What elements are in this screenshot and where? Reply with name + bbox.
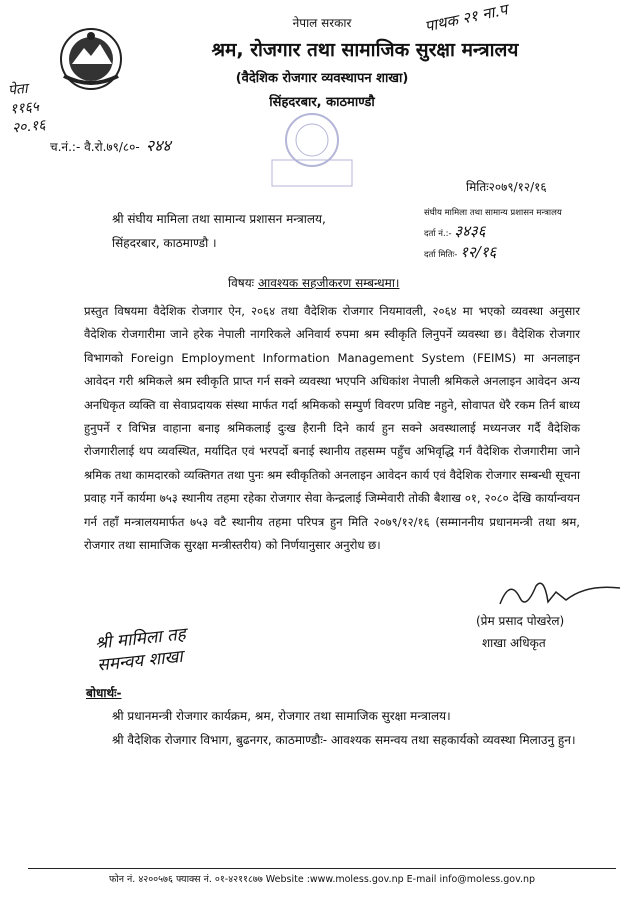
darta-date: १२/१६	[460, 243, 497, 261]
ministry-seal-icon	[262, 100, 362, 190]
recipient-line1: श्री संघीय मामिला तथा सामान्य प्रशासन मन्त्रालय,	[112, 212, 326, 226]
footer-divider	[28, 868, 616, 869]
branch-name: (वैदेशिक रोजगार व्यवस्थापन शाखा)	[235, 71, 409, 86]
footer-contact: फोन नं. ४२००५७६ फ्याक्स नं. ०१-४२११८७७ Website :www.moless.gov.np E-mail info@moless.gov.np	[108, 874, 536, 885]
recipient-line2: सिंहदरबार, काठमाण्डौ ।	[112, 236, 217, 250]
signer-name: (प्रेम प्रसाद पोखरेल)	[476, 614, 565, 628]
cc-recipient-2: श्री वैदेशिक रोजगार विभाग, बुढनगर, काठमाण्डौः- आवश्यक समन्वय तथा सहकार्यको व्यवस्था मिलाउनु हुन।	[112, 733, 576, 747]
handwritten-note-top: पाथक २१ ना.प	[423, 0, 510, 36]
ministry-name: श्रम, रोजगार तथा सामाजिक सुरक्षा मन्त्रालय	[211, 39, 519, 61]
cc-label: बोधार्थः-	[86, 686, 122, 700]
letter-body: प्रस्तुत विषयमा वैदेशिक रोजगार ऐन, २०६४ तथा वैदेशिक रोजगार नियमावली, २०६४ मा भएको व्यवस्था अनुसार वैदेशिक रोजगारीमा जाने हरेक नेपाली नागरिकले अनिवार्य रुपमा श्रम स्वीकृति लिनुपर्ने व्यवस्था छ। वैदेशिक रोजगार विभागको Foreign Employment Information Management System (FEIMS) मा अनलाइन आवेदन गरी श्रमिकले श्रम स्वीकृति प्राप्त गर्न सक्ने व्यवस्था भएपनि अधिकांश नेपाली श्रमिकले अनलाइन आवेदन अन्य अनधिकृत व्यक्ति वा सेवाप्रदायक संस्था मार्फत गर्दा श्रमिकको सम्पुर्ण विवरण प्रविष्ट नहुने, सोवापत धेरै रकम तिर्न बाध्य हुनुपर्ने र विभिन्न वाहाना बनाइ श्रमिकलाई दुःख हैरानी दिने कार्य हुन सक्ने अवस्थालाई मध्यनजर गर्दै वैदेशिक रोजगारीलाई थप व्यवस्थित, मर्यादित एवं भरपर्दो बनाई स्थानीय तहसम्म पहुँच अभिवृद्धि गर्न वैदेशिक रोजगारीमा जाने श्रमिक तथा कामदारको व्यक्तिगत तथा पुनः श्रम स्वीकृतिको अनलाइन आवेदन कार्य एवं वैदेशिक रोजगार सम्बन्धी सूचना प्रवाह गर्ने कार्यमा ७५३ स्थानीय तहमा रहेका रोजगार सेवा केन्द्रलाई जिम्मेवारी तोकी बैशाख ०१, २०८० देखि कार्यान्वयन गर्न तहाँ मन्त्रालयमार्फत ७५३ वटै स्थानीय तहमा परिपत्र हुन मिति २०७९/१२/१६ (सम्माननीय प्रधानमन्त्री तथा श्रम, रोजगार तथा सामाजिक सुरक्षा मन्त्रीस्तरीय) को निर्णयानुसार अनुरोध छ।	[84, 304, 580, 553]
signer-title: शाखा अधिकृत	[482, 636, 546, 650]
letter-date: मितिः२०७९/१२/१६	[466, 180, 547, 194]
reference-number: च.नं.:- वै.रो.७९/८०- २४४	[50, 136, 171, 155]
receipt-stamp: संघीय मामिला तथा सामान्य प्रशासन मन्त्रालय दर्ता नं.:- ३४३६ दर्ता मितिः- १२/१६	[424, 204, 574, 264]
handwritten-note-left: पेता ११६५ २०.१६	[7, 80, 47, 137]
office-location: सिंहदरबार, काठमाण्डौ	[269, 95, 375, 110]
government-name: नेपाल सरकार	[292, 16, 352, 30]
darta-number: ३४३६	[454, 222, 486, 240]
signature-scribble-icon	[496, 574, 626, 614]
stamp-office: संघीय मामिला तथा सामान्य प्रशासन मन्त्रालय	[424, 208, 562, 218]
handwritten-note-bottom: श्री मामिला तह समन्वय शाखा	[94, 624, 187, 676]
cc-recipient-1: श्री प्रधानमन्त्री रोजगार कार्यक्रम, श्रम, रोजगार तथा सामाजिक सुरक्षा मन्त्रालय।	[112, 709, 451, 723]
subject-line: विषयः आवश्यक सहजीकरण सम्बन्धमा।	[228, 276, 400, 290]
